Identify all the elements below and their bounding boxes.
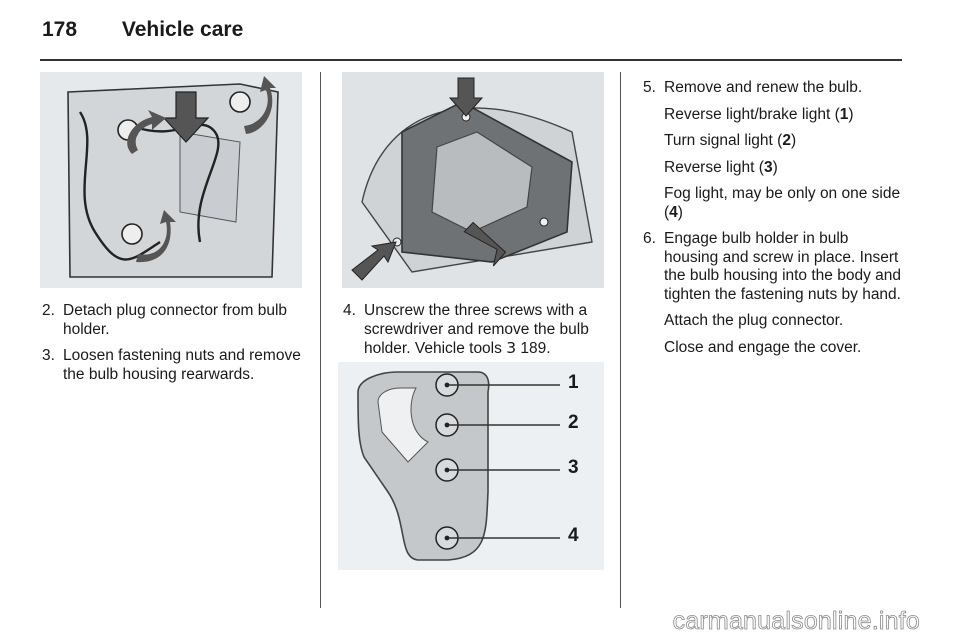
- step-text: Detach plug connector from bulb holder.: [63, 302, 288, 338]
- bulb-item: Reverse light/brake light (1): [664, 105, 854, 123]
- column-1-text: [42, 302, 304, 392]
- column-2-text: [343, 302, 605, 367]
- page-title: Vehicle care: [121, 18, 244, 41]
- step-2: [42, 302, 304, 339]
- callout-2: 2: [568, 412, 579, 433]
- bulb-item: Fog light, may be only on one side (4): [664, 185, 901, 221]
- figure-bulb-holder-screws: [342, 72, 604, 288]
- step-3: [42, 347, 304, 384]
- instruction-line: Close and engage the cover.: [664, 338, 862, 356]
- step-text: [364, 302, 605, 359]
- callout-3: 3: [568, 457, 579, 478]
- page-reference: 189.: [516, 340, 551, 357]
- step-text: Remove and renew the bulb.: [664, 79, 863, 96]
- step-4-body: Unscrew the three screws with a screwdriver and remove the bulb holder. Vehicle tools: [364, 302, 589, 357]
- step-number: 5.: [643, 79, 656, 96]
- step-text: Engage bulb holder in bulb housing and screw in place. Insert the bulb housing into the body and tighten the fastening nuts by hand.: [664, 230, 901, 303]
- step-number: 3.: [42, 347, 55, 364]
- watermark: carmanualsonline.info: [672, 607, 920, 635]
- step-number: 6.: [643, 230, 656, 247]
- column-divider: [320, 72, 321, 608]
- step-5: [643, 79, 905, 98]
- page-header: [42, 18, 243, 42]
- page-number: 178: [42, 18, 78, 41]
- figure-tail-light-nuts: [40, 72, 302, 288]
- step-number: 2.: [42, 302, 55, 319]
- figure-bulb-sockets-numbered: [338, 362, 604, 570]
- step-4: [343, 302, 605, 359]
- instruction-line: Attach the plug connector.: [664, 312, 844, 329]
- column-divider: [620, 72, 621, 608]
- step-number: 4.: [343, 302, 356, 319]
- triangle-reference-icon: 3: [506, 339, 517, 357]
- callout-1: 1: [568, 372, 579, 393]
- callout-4: 4: [568, 525, 579, 546]
- step-text: Loosen fastening nuts and remove the bulb housing rearwards.: [63, 347, 301, 383]
- bulb-item: Turn signal light (2): [664, 132, 797, 149]
- step-6: [643, 230, 905, 304]
- header-rule: [40, 59, 902, 61]
- column-3-text: [643, 79, 905, 365]
- bulb-item: Reverse light (3): [664, 158, 778, 176]
